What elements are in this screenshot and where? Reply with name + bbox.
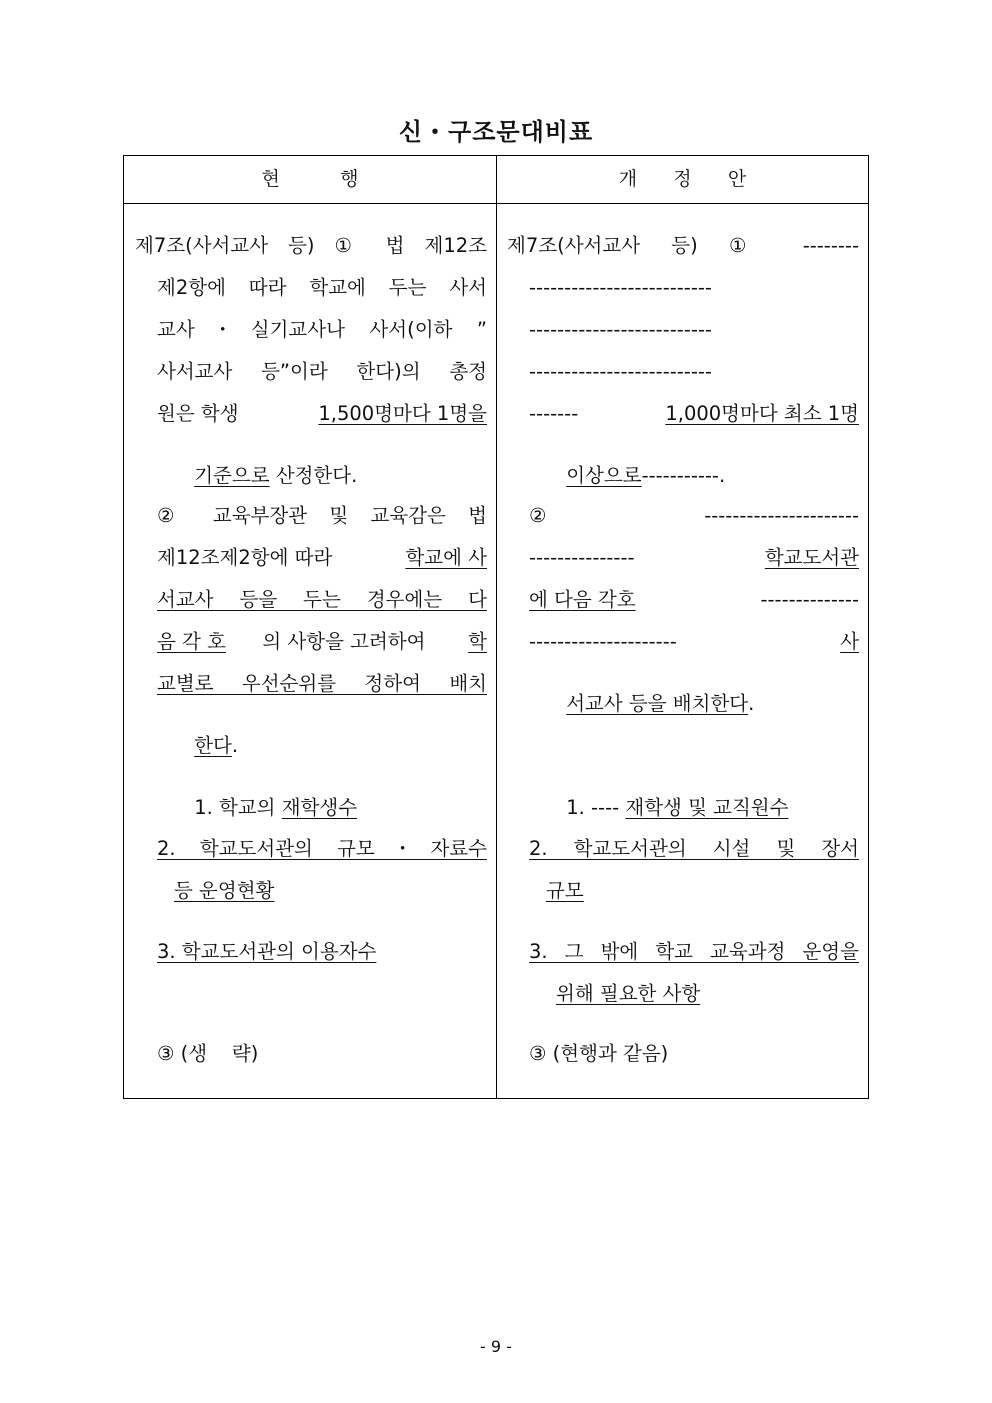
- current-article-line: [157, 446, 357, 505]
- underlined-change: 음 각 호: [157, 630, 226, 653]
- underlined-change: 학교에 사: [405, 546, 487, 569]
- current-paragraph2-line: 서교사 등을 두는 경우에는 다: [157, 588, 487, 611]
- revised-article-line: [529, 446, 725, 505]
- underlined-change: 기준으로: [194, 463, 270, 487]
- current-article-line: 제2항에 따라 학교에 두는 사서: [157, 276, 487, 299]
- current-paragraph-3: ③ (생 략): [157, 1042, 259, 1065]
- revised-paragraph2-line: [529, 632, 859, 652]
- underlined-change: 에 다음 각호: [529, 588, 636, 611]
- column-divider: [496, 156, 497, 1098]
- revised-article-line: --------------------------: [529, 318, 712, 341]
- underlined-change: 이상으로: [566, 463, 642, 487]
- revised-paragraph2-line: [529, 674, 754, 733]
- current-article-line: 제7조(사서교사 등) ① 법 제12조: [135, 234, 487, 257]
- underlined-change: 한다: [194, 733, 232, 757]
- text-run: -----------.: [641, 463, 726, 487]
- revised-article-line: [529, 404, 859, 424]
- page-number: - 9 -: [480, 1337, 512, 1356]
- underlined-change: 학: [468, 630, 487, 653]
- text-run: --------------: [760, 588, 859, 611]
- comparison-table: [123, 155, 869, 1099]
- header-divider: [124, 203, 868, 204]
- revised-article-line: 제7조(사서교사 등) ① --------: [507, 234, 859, 257]
- underlined-change: 1,500명마다 1명을: [318, 402, 487, 425]
- underlined-change: 서교사 등을 배치한다: [566, 691, 749, 715]
- revised-item-2-cont: 규모: [546, 879, 584, 902]
- revised-item-3-cont: 위해 필요한 사항: [556, 982, 701, 1005]
- underlined-change: 재학생수: [281, 795, 358, 819]
- text-run: 제12조제2항에 따라: [157, 546, 339, 569]
- text-run: ---------------: [529, 546, 641, 569]
- underlined-change: 학교도서관: [764, 546, 859, 569]
- text-run: 원은 학생: [157, 402, 245, 425]
- header-revised: 개 정 안: [618, 168, 747, 190]
- underlined-change: 1,000명마다 최소 1명: [665, 402, 859, 425]
- text-run: .: [231, 733, 239, 757]
- current-item-1: [157, 778, 357, 837]
- revised-article-line: --------------------------: [529, 360, 712, 383]
- text-run: .: [748, 691, 755, 715]
- revised-article-line: --------------------------: [529, 276, 712, 299]
- revised-item-2: 2. 학교도서관의 시설 및 장서: [529, 837, 859, 860]
- revised-paragraph2-line: ② ----------------------: [529, 504, 859, 527]
- current-paragraph2-line: 교별로 우선순위를 정하여 배치: [157, 672, 487, 695]
- current-paragraph2-line: [157, 548, 487, 568]
- current-article-line: 사서교사 등”이라 한다)의 총정: [157, 360, 487, 383]
- text-run: 1. 학교의: [194, 795, 282, 819]
- current-paragraph2-line: [157, 716, 238, 775]
- header-current: 현 행: [261, 168, 359, 190]
- current-item-2-cont: 등 운영현황: [174, 879, 275, 902]
- revised-item-3: 3. 그 밖에 학교 교육과정 운영을: [529, 940, 859, 963]
- text-run: -------: [529, 402, 585, 425]
- current-article-line: [157, 404, 487, 424]
- revised-paragraph2-line: [529, 590, 859, 610]
- revised-item-1: [529, 778, 788, 837]
- underlined-change: 재학생 및 교직원수: [625, 795, 789, 819]
- text-run: 산정한다.: [269, 463, 358, 487]
- current-paragraph2-line: ② 교육부장관 및 교육감은 법: [157, 504, 487, 527]
- current-paragraph2-line: [157, 632, 487, 652]
- current-article-line: 교사・실기교사나 사서(이하 ”: [157, 318, 487, 341]
- current-item-2: 2. 학교도서관의 규모・자료수: [157, 837, 487, 860]
- text-run: 1. ----: [566, 795, 626, 819]
- revised-paragraph2-line: [529, 548, 859, 568]
- current-item-3: 3. 학교도서관의 이용자수: [157, 940, 377, 963]
- underlined-change: 사: [840, 630, 859, 653]
- revised-paragraph-3: ③ (현행과 같음): [529, 1042, 669, 1065]
- page-title: 신・구조문대비표: [398, 118, 594, 146]
- text-run: 의 사항을 고려하여: [262, 630, 432, 653]
- text-run: ---------------------: [529, 630, 690, 653]
